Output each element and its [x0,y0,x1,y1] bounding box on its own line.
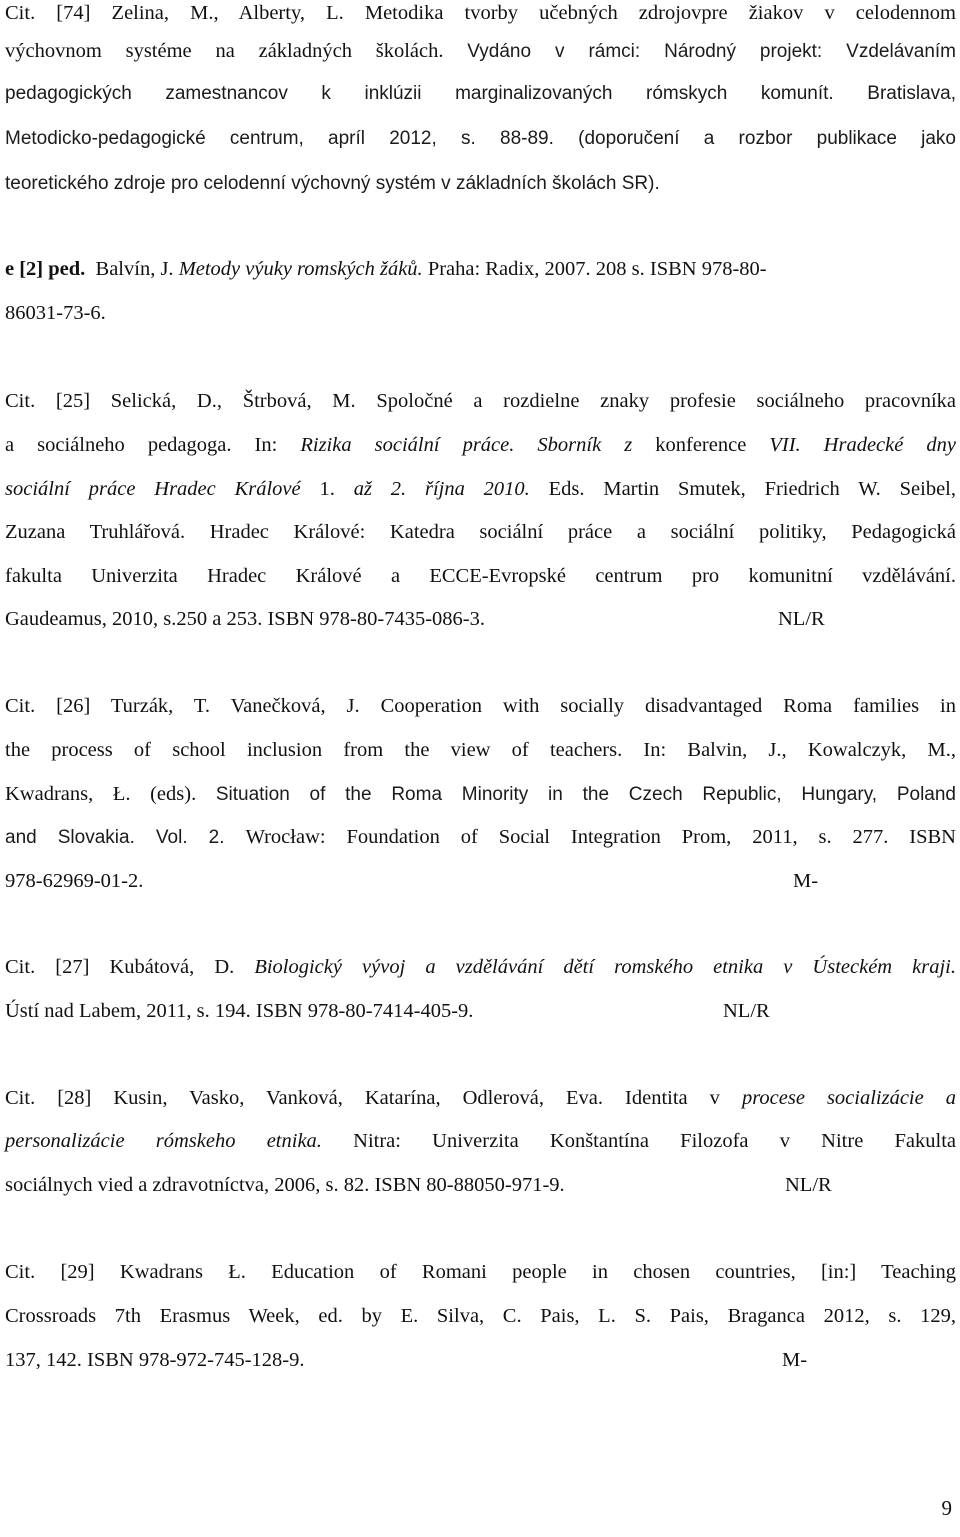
classification-tag: NL/R [723,1000,770,1022]
citation-line: the process of school inclusion from the view of teachers. In: Balvin, J., Kowalczyk, M., [5,739,956,761]
citation-line: a sociálneho pedagoga. In: Rizika sociální práce. Sborník z konference VII. Hradecké dny [5,434,956,456]
citation-line: 978-62969-01-2. [5,870,144,892]
citation-line: pedagogických zamestnancov k inklúzii marginalizovaných rómskych komunít. Bratislava, [5,83,956,104]
citation-line: 137, 142. ISBN 978-972-745-128-9. [5,1349,305,1371]
citation-line: Crossroads 7th Erasmus Week, ed. by E. Silva, C. Pais, L. S. Pais, Braganca 2012, s. 129, [5,1305,956,1327]
citation-line: Cit. [26] Turzák, T. Vanečková, J. Cooperation with socially disadvantaged Roma families in [5,695,957,717]
page-number: 9 [941,1496,952,1520]
citation-line: Cit. [29] Kwadrans Ł. Education of Romani people in chosen countries, [in:] Teaching [5,1261,956,1283]
citation-line: Metodicko-pedagogické centrum, apríl 2012, s. 88-89. (doporučení a rozbor publikace jako [5,128,956,149]
citation-line: 86031-73-6. [5,302,106,324]
citation-line: Gaudeamus, 2010, s.250 a 253. ISBN 978-80-7435-086-3. [5,608,485,630]
citation-line: and Slovakia. Vol. 2. Wrocław: Foundation of Social Integration Prom, 2011, s. 277. ISBN [5,826,956,848]
citation-line: Cit. [74] Zelina, M., Alberty, L. Metodika tvorby učebných zdrojovpre žiakov v celodennom [5,2,956,24]
citation-line: personalizácie rómskeho etnika. Nitra: Univerzita Konštantína Filozofa v Nitre Fakulta [5,1130,956,1152]
classification-tag: M- [782,1349,808,1371]
classification-tag: NL/R [785,1174,832,1196]
citation-line: Cit. [27] Kubátová, D. Biologický vývoj a vzdělávání dětí romského etnika v Ústeckém kraji. [5,956,956,978]
classification-tag: NL/R [778,608,825,630]
citation-line: Ústí nad Labem, 2011, s. 194. ISBN 978-80-7414-405-9. [5,1000,474,1022]
citation-line: Zuzana Truhlářová. Hradec Králové: Katedra sociální práce a sociální politiky, Pedagogická [5,521,956,543]
citation-line: fakulta Univerzita Hradec Králové a ECCE-Evropské centrum pro komunitní vzdělávání. [5,565,956,587]
citation-line: e [2] ped. Balvín, J. Metody výuky romských žáků. Praha: Radix, 2007. 208 s. ISBN 978-80- [5,258,767,280]
citation-line: sociálnych vied a zdravotníctva, 2006, s. 82. ISBN 80-88050-971-9. [5,1174,565,1196]
citation-line: Kwadrans, Ł. (eds). Situation of the Roma Minority in the Czech Republic, Hungary, Poland [5,783,956,805]
classification-tag: M- [793,870,819,892]
citation-line: teoretického zdroje pro celodenní výchovný systém v základních školách SR). [5,173,660,194]
citation-line: Cit. [25] Selická, D., Štrbová, M. Spoločné a rozdielne znaky profesie sociálneho pracovníka [5,390,956,412]
citation-line: výchovnom systéme na základných školách. Vydáno v rámci: Národný projekt: Vzdelávaním [5,40,956,62]
citation-line: sociální práce Hradec Králové 1. až 2. října 2010. Eds. Martin Smutek, Friedrich W. Seibel, [5,478,956,500]
citation-line: Cit. [28] Kusin, Vasko, Vanková, Katarína, Odlerová, Eva. Identita v procese socializácie a [5,1087,956,1109]
